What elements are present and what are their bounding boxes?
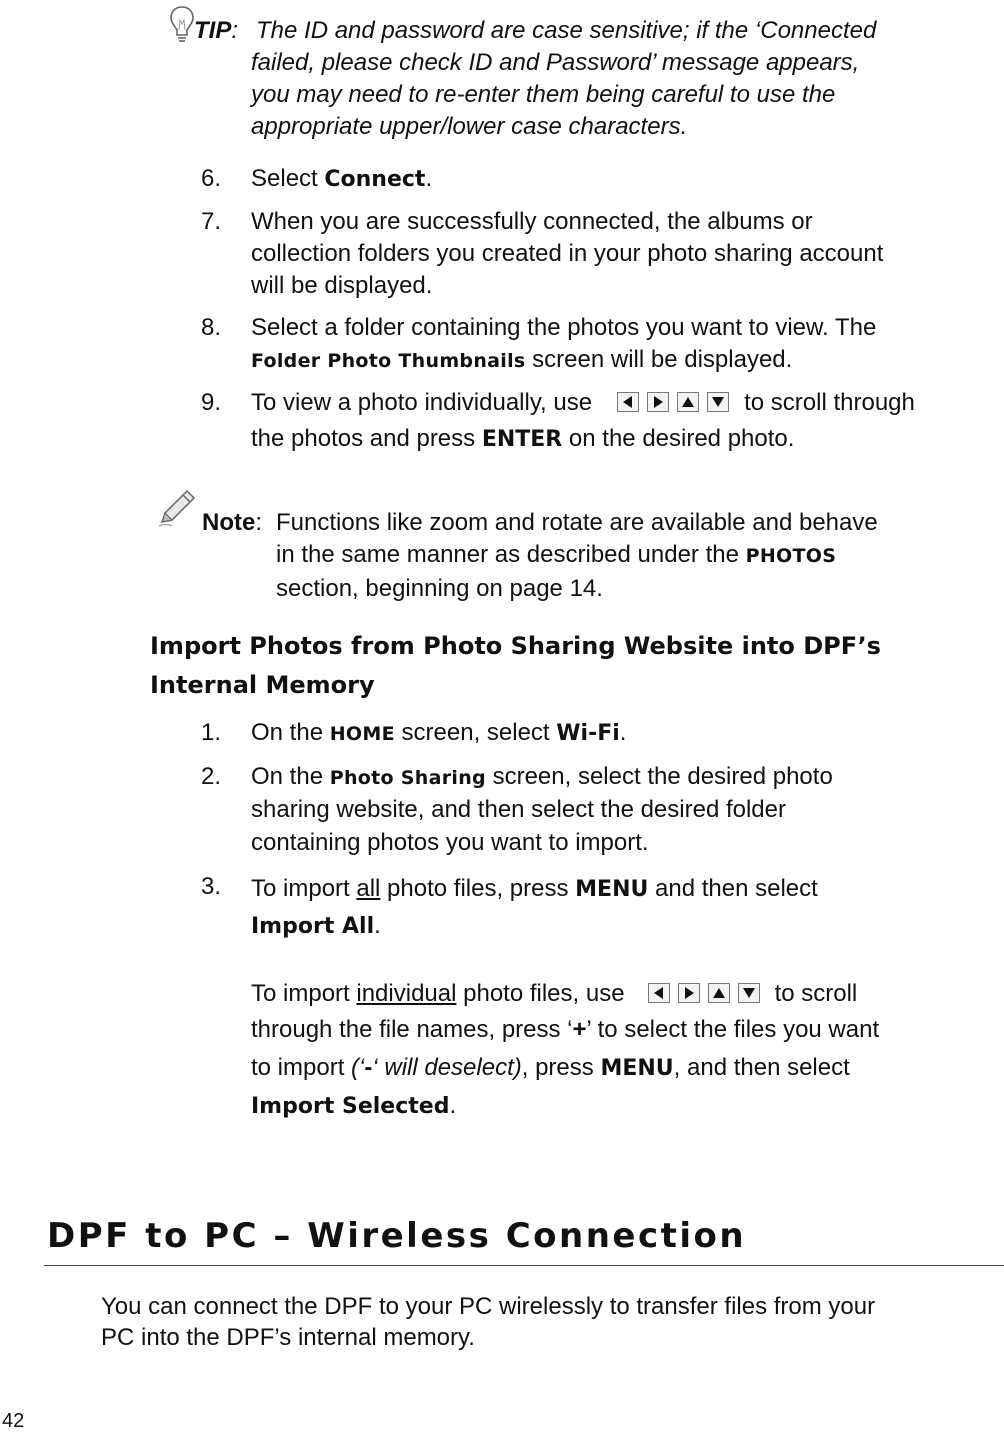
step-6-text: Select Connect.	[251, 165, 433, 192]
import-step-3-line-1: To import all photo files, press MENU and then select	[251, 875, 818, 902]
step-8-number: 8.	[201, 314, 222, 341]
individual-line-2: through the file names, press ‘+’ to select the files you want	[251, 1016, 880, 1043]
import-step-1-number: 1.	[201, 719, 222, 746]
note-label: Note:	[202, 509, 263, 536]
down-arrow-icon	[707, 392, 729, 412]
step-7-number: 7.	[201, 208, 222, 235]
page-number: 42	[2, 1410, 25, 1432]
import-section-title-line-1: Import Photos from Photo Sharing Website into DPF’s	[150, 632, 881, 660]
import-step-1-text: On the HOME screen, select Wi-Fi.	[251, 719, 627, 746]
step-8-line-2: Folder Photo Thumbnails screen will be displayed.	[251, 346, 793, 373]
down-arrow-icon	[738, 983, 760, 1003]
step-9-line-1: To view a photo individually, use to scroll through	[251, 389, 915, 416]
tip-line-4: appropriate upper/lower case characters.	[251, 113, 688, 140]
lightbulb-icon	[168, 4, 196, 44]
import-all-keyword: Import All	[251, 914, 375, 939]
home-keyword: HOME	[329, 723, 395, 745]
up-arrow-icon	[708, 983, 730, 1003]
tip-label: TIP:	[194, 17, 239, 44]
photos-keyword: PHOTOS	[745, 545, 837, 567]
right-arrow-icon	[647, 392, 669, 412]
wifi-keyword: Wi-Fi	[556, 721, 620, 746]
step-7-line-1: When you are successfully connected, the albums or	[251, 208, 813, 235]
menu-keyword-2: MENU	[600, 1056, 674, 1081]
import-step-3-line-2: Import All.	[251, 912, 381, 939]
step-7-line-3: will be displayed.	[251, 272, 433, 299]
note-line-3: section, beginning on page 14.	[276, 575, 603, 602]
connect-keyword: Connect	[324, 167, 426, 192]
note-line-2: in the same manner as described under the PHOTOS	[276, 541, 837, 568]
right-arrow-icon	[678, 983, 700, 1003]
photo-sharing-keyword: Photo Sharing	[329, 767, 486, 789]
note-line-1: Functions like zoom and rotate are available and behave	[276, 509, 878, 536]
menu-keyword: MENU	[575, 877, 649, 902]
dpf-line-1: You can connect the DPF to your PC wirelessly to transfer files from your	[101, 1293, 876, 1320]
step-8-line-1: Select a folder containing the photos you want to view. The	[251, 314, 877, 341]
tip-line-1: The ID and password are case sensitive; if the ‘Connected	[256, 17, 877, 44]
folder-photo-thumbnails-keyword: Folder Photo Thumbnails	[251, 350, 526, 372]
left-arrow-icon	[648, 983, 670, 1003]
import-step-3-number: 3.	[201, 873, 222, 900]
up-arrow-icon	[677, 392, 699, 412]
import-selected-keyword: Import Selected	[251, 1094, 450, 1119]
import-section-title-line-2: Internal Memory	[150, 671, 375, 699]
import-step-2-line-3: containing photos you want to import.	[251, 829, 649, 856]
step-9-number: 9.	[201, 389, 222, 416]
enter-keyword: ENTER	[481, 427, 563, 452]
tip-line-2: failed, please check ID and Password’ message appears,	[251, 49, 860, 76]
import-step-2-line-1: On the Photo Sharing screen, select the desired photo	[251, 763, 833, 790]
individual-line-1: To import individual photo files, use to scroll	[251, 980, 858, 1007]
pencil-icon	[156, 486, 198, 530]
import-step-2-line-2: sharing website, and then select the desired folder	[251, 796, 786, 823]
individual-line-4: Import Selected.	[251, 1092, 457, 1119]
heading-rule	[44, 1265, 1004, 1266]
step-7-line-2: collection folders you created in your photo sharing account	[251, 240, 884, 267]
tip-line-3: you may need to re-enter them being careful to use the	[251, 81, 836, 108]
dpf-line-2: PC into the DPF’s internal memory.	[101, 1324, 475, 1351]
dpf-to-pc-heading: DPF to PC – Wireless Connection	[47, 1216, 747, 1256]
step-6-number: 6.	[201, 165, 222, 192]
individual-line-3: to import (‘-‘ will deselect), press MENU, and then select	[251, 1054, 850, 1081]
step-9-line-2: the photos and press ENTER on the desired photo.	[251, 425, 795, 452]
import-step-2-number: 2.	[201, 763, 222, 790]
left-arrow-icon	[617, 392, 639, 412]
